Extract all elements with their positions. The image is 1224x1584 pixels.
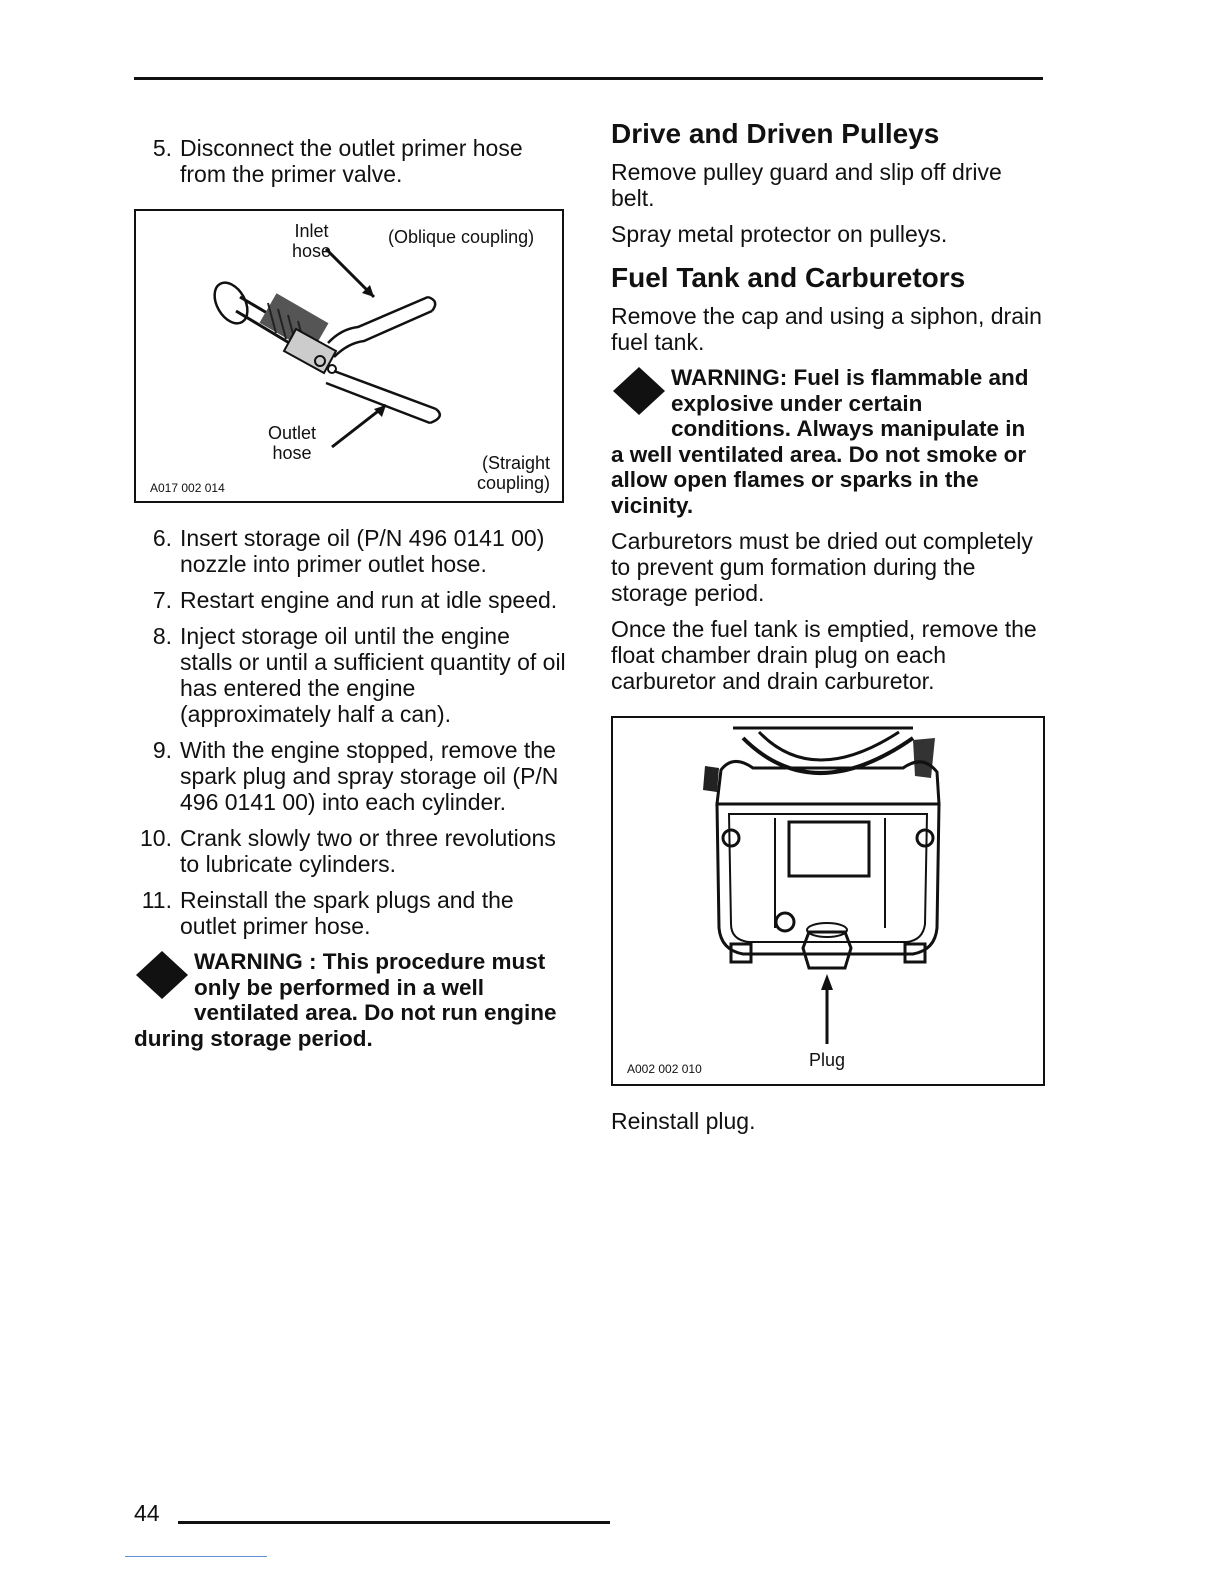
step-text: Inject storage oil until the engine stalls or until a sufficient quantity of oil has entered the engine (approximately half a can). xyxy=(180,623,566,727)
carburetor-figure xyxy=(611,716,1045,1086)
bottom-rule xyxy=(178,1521,610,1524)
step-number: 9. xyxy=(152,737,172,763)
right-column xyxy=(611,117,1043,1144)
figure-code: A017 002 014 xyxy=(150,481,225,495)
step-text: Restart engine and run at idle speed. xyxy=(180,587,558,613)
plug-label: Plug xyxy=(809,1050,846,1070)
inlet-hose-label: Inlet hose xyxy=(292,221,332,261)
list-item xyxy=(134,525,566,577)
list-item xyxy=(134,623,566,727)
scan-artifact-line xyxy=(125,1556,267,1557)
paragraph: Remove pulley guard and slip off drive belt. xyxy=(611,159,1002,211)
steps-list xyxy=(134,525,566,939)
paragraph: Carburetors must be dried out completely to prevent gum formation during the storage period. xyxy=(611,528,1033,606)
warning-diamond-icon xyxy=(134,949,190,1001)
step-number: 11. xyxy=(141,887,172,913)
step-text: Reinstall the spark plugs and the outlet primer hose. xyxy=(180,887,514,939)
page-number: 44 xyxy=(134,1500,160,1526)
step-number: 5. xyxy=(152,135,172,161)
fuel-warning xyxy=(611,365,1043,518)
oblique-coupling-label: (Oblique coupling) xyxy=(388,227,535,247)
warning-diamond-icon xyxy=(611,365,667,417)
step-text: Insert storage oil (P/N 496 0141 00) nozzle into primer outlet hose. xyxy=(180,525,545,577)
list-item xyxy=(134,737,566,815)
step-text: With the engine stopped, remove the spark plug and spray storage oil (P/N 496 0141 00) into each cylinder. xyxy=(180,737,559,815)
warning-text: WARNING : This procedure must only be performed in a well ventilated area. Do not run engine during storage period. xyxy=(134,949,557,1051)
paragraph: Remove the cap and using a siphon, drain fuel tank. xyxy=(611,303,1042,355)
step-number: 8. xyxy=(152,623,172,649)
paragraph: Once the fuel tank is emptied, remove the float chamber drain plug on each carburetor and drain carburetor. xyxy=(611,616,1037,694)
list-item xyxy=(134,887,566,939)
paragraph: Spray metal protector on pulleys. xyxy=(611,221,948,247)
warning-text: WARNING: Fuel is flammable and explosive under certain conditions. Always manipulate in a well ventilated area. Do not smoke or allow open flames or sparks in the vicinity. xyxy=(611,365,1029,518)
step-5 xyxy=(134,135,566,187)
step-number: 10. xyxy=(140,825,172,851)
step-text: Disconnect the outlet primer hose from the primer valve. xyxy=(180,135,523,187)
carburetor-illustration xyxy=(613,718,1043,1084)
figure-code: A002 002 010 xyxy=(627,1062,702,1076)
step-number: 6. xyxy=(152,525,172,551)
step-number: 7. xyxy=(152,587,172,613)
left-column xyxy=(134,135,566,1061)
list-item xyxy=(134,587,566,613)
storage-warning xyxy=(134,949,566,1051)
list-item xyxy=(134,825,566,877)
heading-fuel-tank: Fuel Tank and Carburetors xyxy=(611,262,966,293)
primer-hose-figure xyxy=(134,209,564,503)
paragraph: Reinstall plug. xyxy=(611,1108,756,1134)
straight-coupling-label: (Straight coupling) xyxy=(476,453,550,493)
top-rule xyxy=(134,77,1043,80)
outlet-hose-label: Outlet hose xyxy=(268,423,317,463)
step-text: Crank slowly two or three revolutions to lubricate cylinders. xyxy=(180,825,556,877)
heading-drive-pulleys: Drive and Driven Pulleys xyxy=(611,118,940,149)
